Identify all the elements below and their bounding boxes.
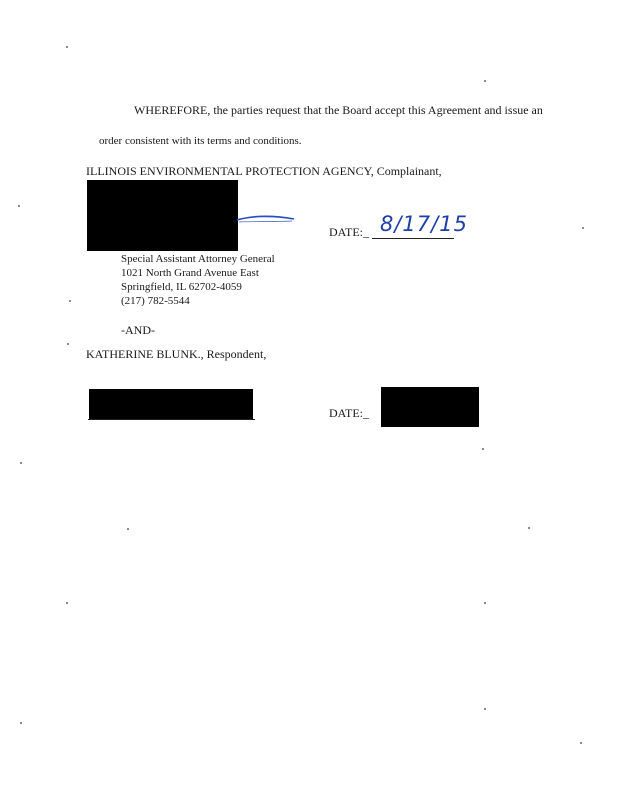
scan-speck [69,300,71,302]
address-line2: Springfield, IL 62702-4059 [121,281,242,293]
address-line1: 1021 North Grand Avenue East [121,267,259,279]
scan-speck [20,462,22,464]
scan-speck [484,708,486,710]
redacted-signature-respondent [89,389,253,419]
signer-title: Special Assistant Attorney General [121,253,275,265]
wherefore-paragraph-line2: order consistent with its terms and conditions. [99,135,302,147]
scan-speck [582,227,584,229]
scan-speck [66,602,68,604]
respondent-signature-line [88,419,255,420]
complainant-date-label: DATE:_ [329,225,369,239]
phone-number: (217) 782-5544 [121,295,190,307]
scan-speck [66,46,68,48]
complainant-heading: ILLINOIS ENVIRONMENTAL PROTECTION AGENCY, Complainant, [86,164,442,178]
respondent-heading: KATHERINE BLUNK., Respondent, [86,347,267,361]
scan-speck [484,602,486,604]
scan-speck [18,205,20,207]
scan-speck [484,80,486,82]
scan-speck [67,343,69,345]
redacted-date-respondent [381,387,479,427]
complainant-date-handwritten: 8/17/15 [380,212,468,236]
and-separator: -AND- [121,323,155,337]
redacted-signature-complainant [87,180,238,251]
respondent-date-label: DATE:_ [329,406,369,420]
complainant-date-line [372,238,454,239]
scan-speck [127,528,129,530]
scan-speck [580,742,582,744]
scan-speck [482,448,484,450]
scan-speck [528,527,530,529]
scan-speck [20,722,22,724]
signature-stroke [236,212,298,226]
wherefore-paragraph-line1: WHEREFORE, the parties request that the Board accept this Agreement and issue an [134,103,543,117]
